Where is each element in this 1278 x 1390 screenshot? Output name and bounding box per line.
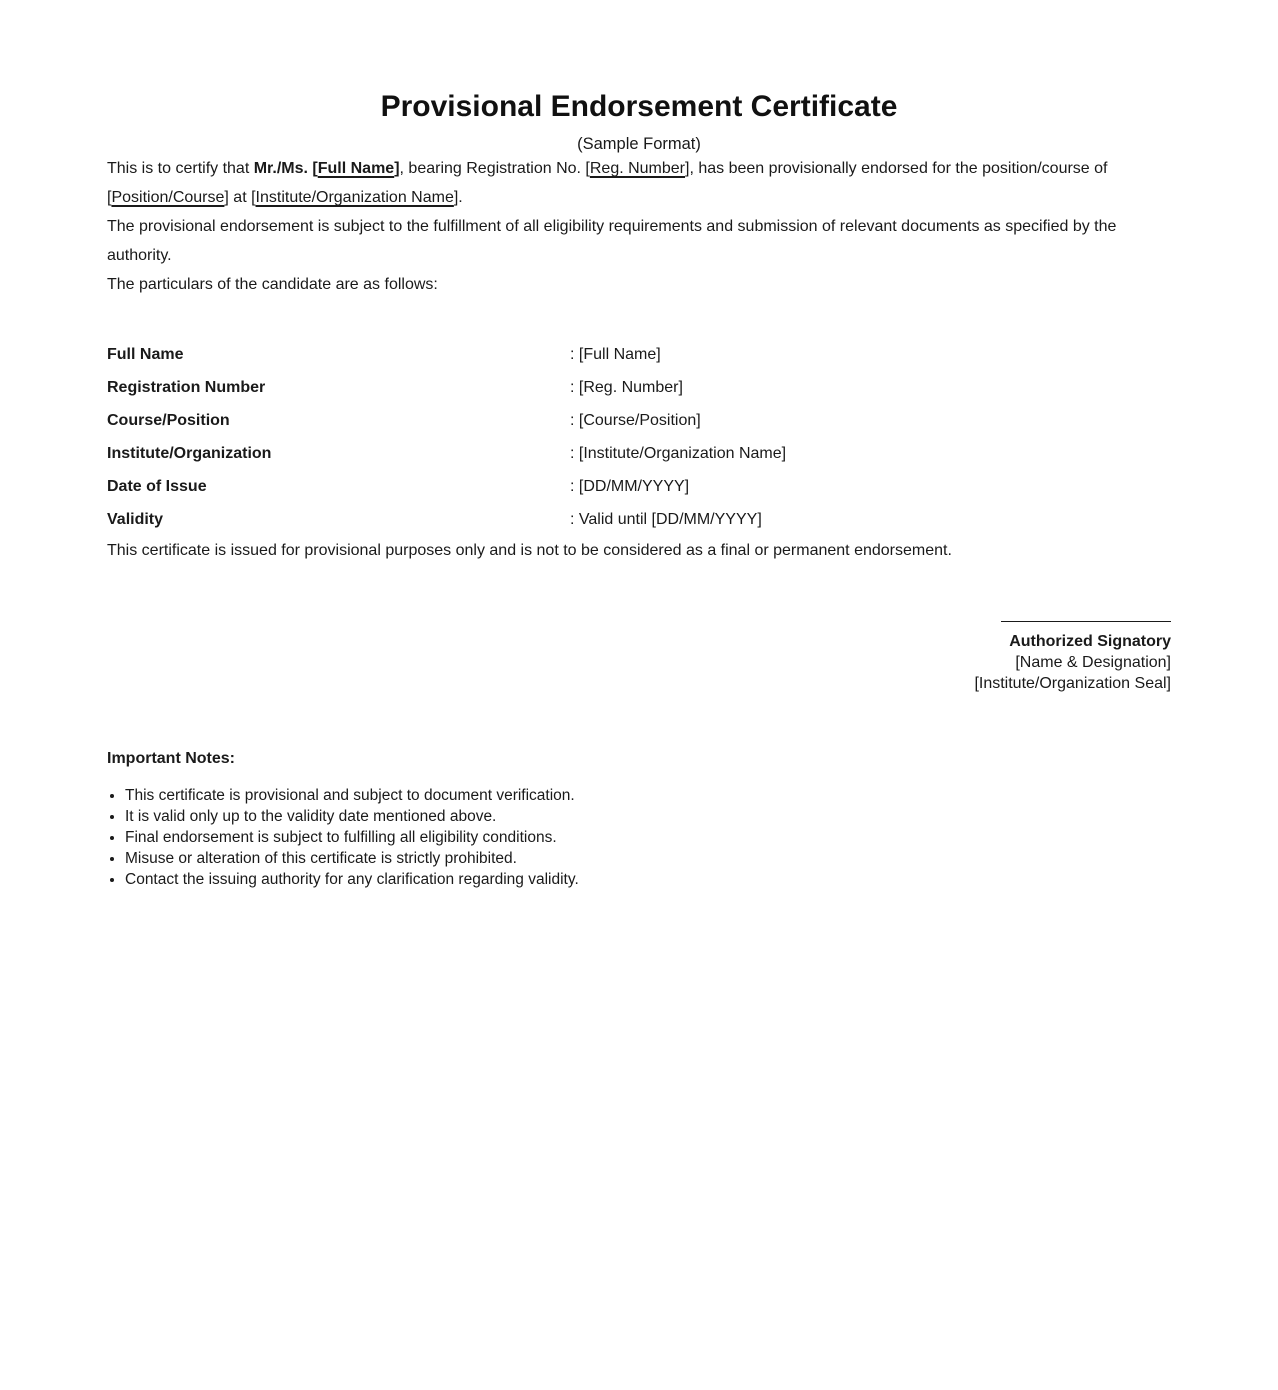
certify-paragraph — [107, 154, 1171, 212]
particulars-label: Registration Number — [107, 379, 266, 396]
certify-prefix: This is to certify that — [107, 160, 254, 177]
note-item: • Contact the issuing authority for any clarification regarding validity. — [125, 869, 1171, 890]
certificate-document — [0, 90, 1278, 1390]
reg-number-placeholder: Reg. Number — [589, 160, 686, 177]
particulars-intro: The particulars of the candidate are as follows: — [107, 276, 438, 293]
particulars-value: : [Full Name] — [570, 346, 661, 363]
signature-line — [1001, 621, 1171, 622]
particulars-label: Full Name — [107, 346, 184, 363]
signatory-name-designation: [Name & Designation] — [1015, 654, 1171, 671]
after-position-text: ] at [ — [224, 189, 256, 206]
certify-suffix: ]. — [453, 189, 463, 206]
position-course-placeholder: Position/Course — [111, 189, 225, 206]
full-name-placeholder: Full Name — [317, 160, 395, 177]
after-reg-text: ], has been provisionally endorsed for the position/course of [ — [107, 160, 1108, 206]
particulars-value: : Valid until [DD/MM/YYYY] — [570, 511, 762, 528]
document-title: Provisional Endorsement Certificate — [380, 90, 898, 123]
document-subtitle: (Sample Format) — [577, 135, 701, 153]
signature-block — [107, 621, 1171, 694]
particulars-row-date-of-issue — [107, 470, 1171, 503]
salutation-and-open-bracket: Mr./Ms. [ — [253, 160, 318, 177]
notes-list — [107, 785, 1171, 890]
particulars-row-registration-number — [107, 371, 1171, 404]
note-item: • This certificate is provisional and subject to document verification. — [125, 785, 1171, 806]
institute-name-placeholder: Institute/Organization Name — [255, 189, 454, 206]
particulars-row-course-position — [107, 404, 1171, 437]
signatory-title: Authorized Signatory — [1009, 633, 1171, 650]
particulars-value: : [Reg. Number] — [570, 379, 683, 396]
particulars-table — [107, 338, 1171, 536]
particulars-value: : [DD/MM/YYYY] — [570, 478, 690, 495]
particulars-label: Course/Position — [107, 412, 230, 429]
particulars-row-full-name — [107, 338, 1171, 371]
after-name-text: , bearing Registration No. [ — [399, 160, 590, 177]
subject-paragraph: The provisional endorsement is subject to the fulfillment of all eligibility requirements and submission of relevant documents as specified by the authority. — [107, 218, 1117, 264]
particulars-value: : [Institute/Organization Name] — [570, 445, 787, 462]
particulars-label: Date of Issue — [107, 478, 207, 495]
signatory-organization-seal: [Institute/Organization Seal] — [974, 675, 1171, 692]
particulars-label: Validity — [107, 511, 164, 528]
full-name-close-bracket: ] — [394, 160, 400, 177]
particulars-value: : [Course/Position] — [570, 412, 701, 429]
particulars-label: Institute/Organization — [107, 445, 272, 462]
particulars-row-validity — [107, 503, 1171, 536]
note-item: • Final endorsement is subject to fulfilling all eligibility conditions. — [125, 827, 1171, 848]
note-item: • Misuse or alteration of this certificate is strictly prohibited. — [125, 848, 1171, 869]
particulars-row-institute-organization — [107, 437, 1171, 470]
disclaimer-paragraph: This certificate is issued for provisional purposes only and is not to be considered as a final or permanent endorsement. — [107, 542, 952, 559]
note-item: • It is valid only up to the validity date mentioned above. — [125, 806, 1171, 827]
notes-heading: Important Notes: — [107, 750, 235, 767]
